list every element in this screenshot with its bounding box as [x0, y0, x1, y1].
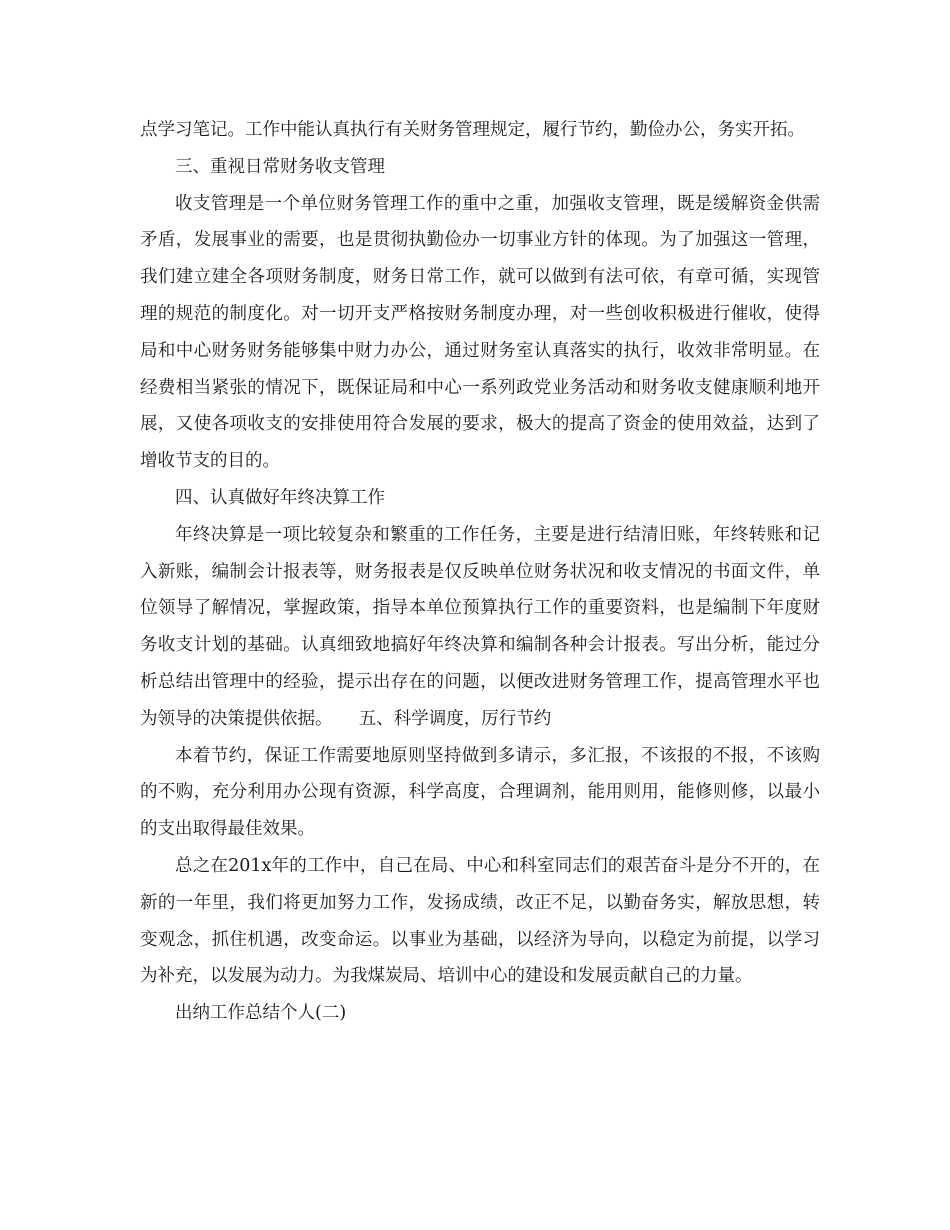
document-body — [140, 112, 820, 1032]
paragraph-saving: 本着节约，保证工作需要地原则坚持做到多请示，多汇报，不该报的不报，不该购的不购，充分利用办公现有资源，科学高度，合理调剂，能用则用，能修则修，以最小的支出取得最佳效果。 — [140, 745, 820, 840]
next-section-title: 出纳工作总结个人(二) — [175, 1003, 347, 1024]
paragraph-conclusion: 总之在201x年的工作中，自己在局、中心和科室同志们的艰苦奋斗是分不开的，在新的一年里，我们将更加努力工作，发扬成绩，改正不足，以勤奋务实，解放思想，转变观念，抓住机遇，改变命运。以事业为基础，以经济为导向，以稳定为前提，以学习为补充，以发展为动力。为我煤炭局、培训中心的建设和发展贡献自己的力量。 — [140, 855, 820, 987]
paragraph-continuation: 点学习笔记。工作中能认真执行有关财务管理规定，履行节约，勤俭办公，务实开拓。 — [140, 120, 805, 140]
section-heading-3: 三、重视日常财务收支管理 — [175, 156, 385, 177]
paragraph-year-end-settlement: 年终决算是一项比较复杂和繁重的工作任务，主要是进行结清旧账，年终转账和记入新账，编制会计报表等，财务报表是仅反映单位财务状况和收支情况的书面文件，单位领导了解情况，掌握政策，指导本单位预算执行工作的重要资料，也是编制下年度财务收支计划的基础。认真细致地搞好年终决算和编制各种会计报表。写出分析，能过分析总结出管理中的经验，提示出存在的问题，以便改进财务管理工作，提高管理水平也为领导的决策提供依据。 五、科学调度，厉行节约 — [140, 524, 820, 729]
section-heading-4: 四、认真做好年终决算工作 — [175, 487, 385, 508]
paragraph-income-expense: 收支管理是一个单位财务管理工作的重中之重，加强收支管理，既是缓解资金供需矛盾，发展事业的需要，也是贯彻执勤俭办一切事业方针的体现。为了加强这一管理，我们建立建全各项财务制度，财务日常工作，就可以做到有法可依，有章可循，实现管理的规范的制度化。对一切开支严格按财务制度办理，对一些创收积极进行催收，使得局和中心财务财务能够集中财力办公，通过财务室认真落实的执行，收效非常明显。在经费相当紧张的情况下，既保证局和中心一系列政党业务活动和财务收支健康顺利地开展，又使各项收支的安排使用符合发展的要求，极大的提高了资金的使用效益，达到了增收节支的目的。 — [140, 193, 820, 472]
